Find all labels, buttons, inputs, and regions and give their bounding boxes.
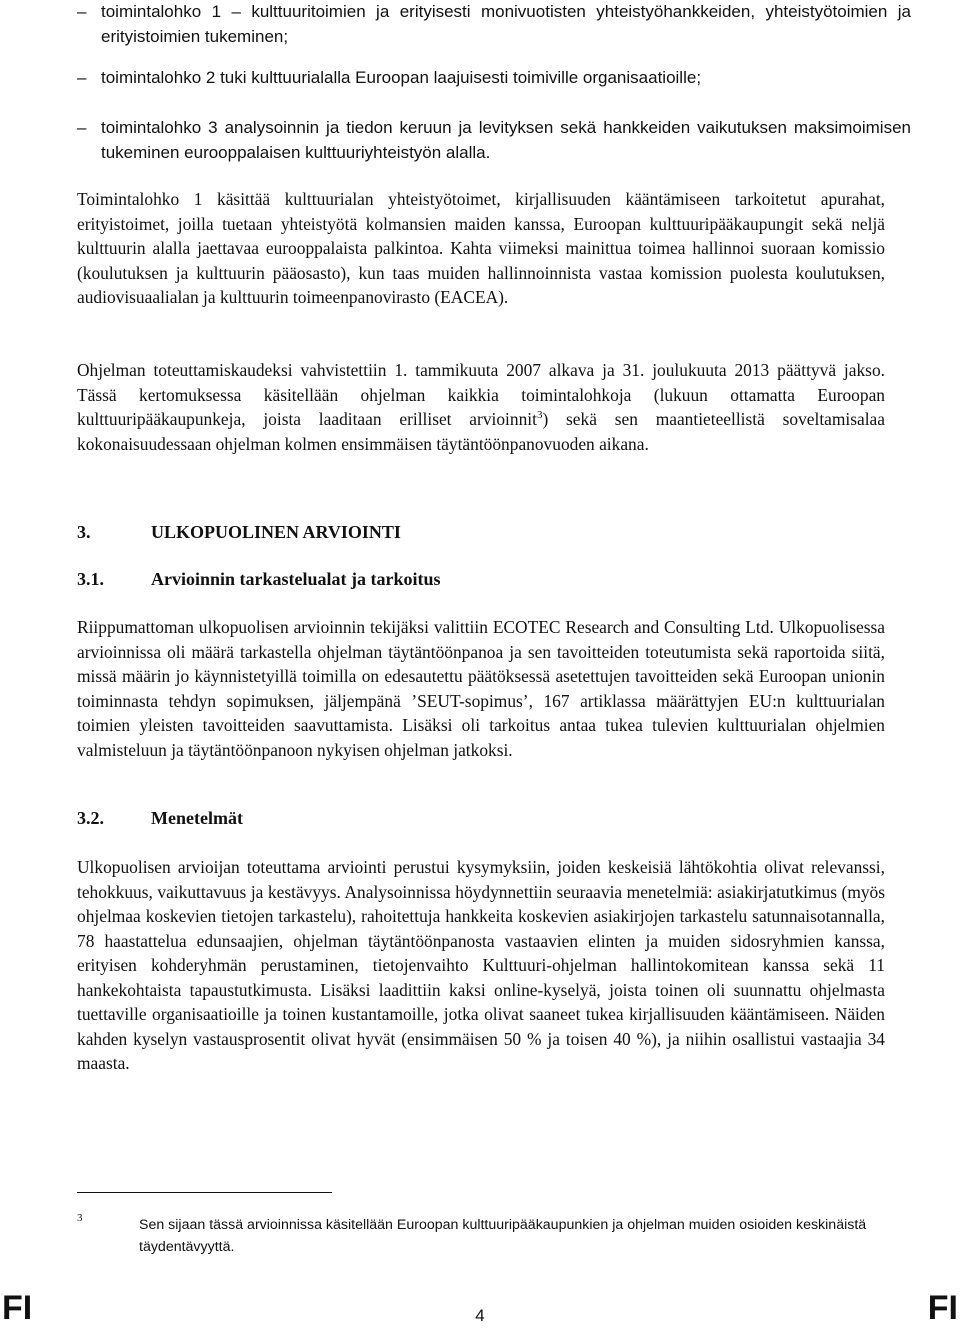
language-code-left: FI: [2, 1289, 33, 1327]
footnote-divider: [77, 1192, 332, 1193]
section-heading-3: [77, 522, 401, 543]
paragraph-toimintalohko: Toimintalohko 1 käsittää kulttuurialan yhteistyötoimet, kirjallisuuden kääntämiseen tarkoitetut apurahat, erityistoimet, joilla tuetaan yhteistyötä kolmansien maiden kanssa, Euroopan kulttuuripääkaupungit sekä neljä kulttuurin alalla jaettavaa eurooppalaista palkintoa. Kahta viimeksi mainittua toimea hallinnoi suoraan komissio (koulutuksen ja kulttuurin pääosasto), kun taas muiden hallinnoinnista vastaa komission puolesta koulutuksen, audiovisuaalialan ja kulttuurin toimeenpanovirasto (EACEA).: [77, 189, 885, 307]
dash-marker: –: [77, 68, 87, 87]
dash-marker: –: [77, 118, 87, 137]
paragraph-arviointi: Riippumattoman ulkopuolisen arvioinnin tekijäksi valittiin ECOTEC Research and Consulting Ltd. Ulkopuolisessa arvioinnissa oli määrä tarkastella ohjelman täytäntöönpanoa ja sen tavoitteiden toteutumista sekä raportoida siitä, missä määrin jo käynnistetyillä toimilla on edesautettu päätöksessä asetettujen tavoitteiden sekä Euroopan unionin toiminnasta tehdyn sopimuksen, jäljempänä ’SEUT-sopimus’, 167 artiklassa määrättyjen EU:n kulttuurialan toimien yleisten tavoitteiden saavuttamista. Lisäksi oli tarkoitus antaa tukea tulevien kulttuurialan ohjelmien valmisteluun ja täytäntöönpanoon nykyisen ohjelman jatkoksi.: [77, 617, 885, 760]
list-item: [77, 116, 911, 165]
heading-number: 3.1.: [77, 569, 104, 589]
heading-title: Menetelmät: [151, 808, 243, 828]
footnote-ref: 3: [536, 409, 543, 422]
heading-title: Arvioinnin tarkastelualat ja tarkoitus: [151, 569, 441, 589]
dash-marker: –: [77, 2, 87, 21]
footnote-number: 3: [77, 1212, 83, 1224]
section-heading-3-1: [77, 569, 441, 590]
footnote-text: Sen sijaan tässä arvioinnissa käsitellään Euroopan kulttuuripääkaupunkien ja ohjelman muiden osioiden keskinäistä täydentävyyttä.: [139, 1217, 867, 1255]
heading-number: 3.: [77, 522, 91, 542]
list-item: [77, 0, 911, 49]
page-number: 4: [475, 1306, 485, 1325]
section-heading-3-2: [77, 808, 243, 829]
language-code-right: FI: [927, 1289, 958, 1327]
list-item: [77, 66, 911, 91]
heading-title: ULKOPUOLINEN ARVIOINTI: [151, 522, 401, 542]
list-item-text: toimintalohko 2 tuki kulttuurialalla Euroopan laajuisesti toimiville organisaatioille;: [101, 68, 702, 87]
paragraph-text: Ohjelman toteuttamiskaudeksi vahvistettiin 1. tammikuuta 2007 alkava ja 31. joulukuuta 2013 päättyvä jakso. Tässä kertomuksessa käsitellään ohjelman kaikkia toimintalohkoja (lukuun ottamatta Euroopan kulttuuripääkaupunkeja, joista laaditaan erilliset arvioinnit: [77, 360, 885, 429]
list-item-text: toimintalohko 3 analysoinnin ja tiedon keruun ja levityksen sekä hankkeiden vaikutuksen maksimoimisen tukeminen eurooppalaisen kulttuuriyhteistyön alalla.: [101, 118, 911, 162]
heading-number: 3.2.: [77, 808, 104, 828]
paragraph-toteuttamiskausi: [77, 358, 885, 456]
paragraph-menetelmat: Ulkopuolisen arvioijan toteuttama arviointi perustui kysymyksiin, joiden keskeisiä lähtökohtia olivat relevanssi, tehokkuus, vaikuttavuus ja kestävyys. Analysoinnissa höydynnettiin seuraavia menetelmiä: asiakirjatutkimus (myös ohjelmaa koskevien tietojen tarkastelu), rahoitettuja hankkeita koskevien asiakirjojen tarkastelu satunnaisotannalla, 78 haastattelua edunsaajien, ohjelman täytäntöönpanosta vastaavien elinten ja muiden sidosryhmien kanssa, erityisen kohderyhmän perustaminen, tietojenvaihto Kulttuuri-ohjelman hallintokomitean kanssa sekä 11 hankekohtaista tapaustutkimusta. Lisäksi laadittiin kaksi online-kyselyä, joista toinen oli suunnattu ohjelmasta tuettaville organisaatioille ja toinen kustantamoille, jotka olivat saaneet tukea kirjallisuuden kääntämiseen. Näiden kahden kyselyn vastausprosentit olivat hyvät (ensimmäisen 50 % ja toisen 40 %), ja niihin osallistui vastaajia 34 maasta.: [77, 857, 885, 1073]
list-item-text: toimintalohko 1 – kulttuuritoimien ja erityisesti monivuotisten yhteistyöhankkeiden, yhteistyötoimien ja erityistoimien tukeminen;: [101, 2, 911, 46]
paragraph-text: ) sekä sen maantieteellistä soveltamisalaa kokonaisuudessaan ohjelman kolmen ensimmäisen täytäntöönpanovuoden aikana.: [77, 409, 885, 454]
